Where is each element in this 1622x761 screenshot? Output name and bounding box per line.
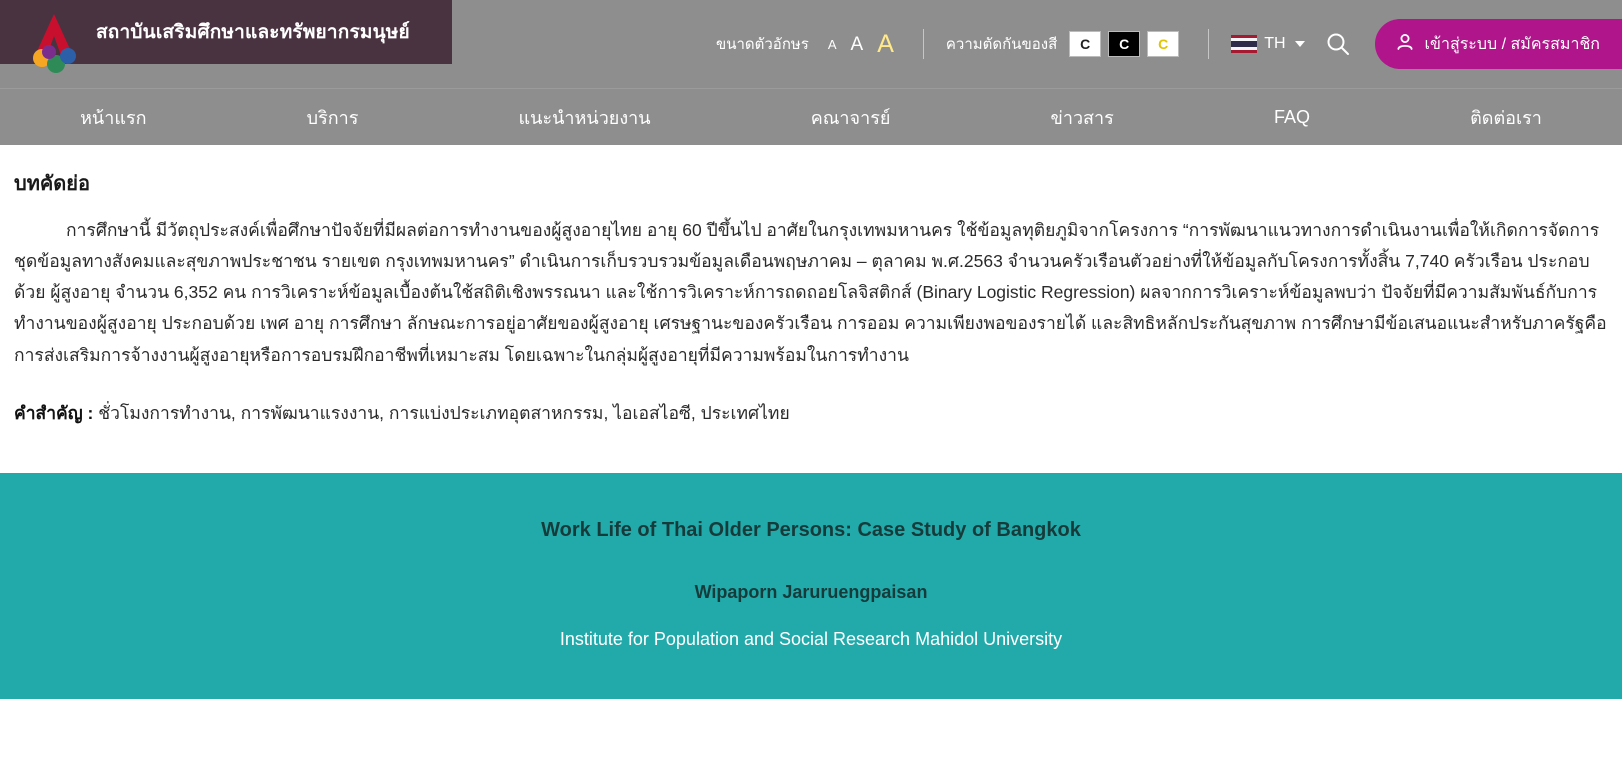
contrast-black-button[interactable]: C	[1108, 31, 1140, 57]
user-icon	[1395, 32, 1415, 57]
keywords-line	[14, 399, 1608, 427]
header-tools	[716, 0, 1622, 88]
font-size-large-button[interactable]: A	[877, 29, 894, 58]
language-selector[interactable]	[1231, 35, 1304, 53]
chevron-down-icon	[1295, 41, 1305, 47]
thailand-flag-icon	[1231, 35, 1257, 53]
contrast-yellow-button[interactable]: C	[1147, 31, 1179, 57]
brand-title: สถาบันเสริมศึกษาและทรัพยากรมนุษย์	[96, 22, 410, 43]
nav-item-services[interactable]: บริการ	[306, 107, 359, 128]
keywords-value: ชั่วโมงการทำงาน, การพัฒนาแรงงาน, การแบ่งประเภทอุตสาหกรรม, ไอเอสไอซี, ประเทศไทย	[98, 402, 790, 423]
main-content	[0, 145, 1622, 427]
paper-title: Work Life of Thai Older Persons: Case Study of Bangkok	[541, 518, 1081, 541]
font-size-label: ขนาดตัวอักษร	[715, 36, 809, 53]
nav-item-about[interactable]: แนะนำหน่วยงาน	[518, 107, 651, 128]
site-header	[0, 0, 1622, 88]
paper-affiliation: Institute for Population and Social Research Mahidol University	[559, 628, 1063, 649]
login-register-label: เข้าสู่ระบบ / สมัครสมาชิก	[1424, 35, 1600, 53]
abstract-heading: บทคัดย่อ	[14, 173, 90, 195]
paper-author: Wipaporn Jaruruengpaisan	[694, 581, 928, 602]
nav-item-faq[interactable]: FAQ	[1273, 106, 1310, 127]
paper-summary-panel	[0, 473, 1622, 699]
divider	[923, 29, 924, 59]
contrast-default-button[interactable]: C	[1069, 31, 1101, 57]
font-size-control	[715, 29, 901, 58]
contrast-control	[946, 31, 1186, 57]
language-value: TH	[1264, 35, 1286, 52]
font-size-medium-button[interactable]: A	[850, 33, 864, 55]
contrast-label: ความตัดกันของสี	[945, 36, 1058, 53]
login-register-button[interactable]	[1375, 19, 1622, 69]
nav-item-contact[interactable]: ติดต่อเรา	[1470, 107, 1542, 128]
main-navigation	[0, 88, 1622, 145]
keywords-label: คำสำคัญ :	[14, 402, 94, 423]
abstract-paragraph	[14, 215, 1608, 371]
nav-item-home[interactable]: หน้าแรก	[80, 107, 147, 128]
nav-item-news[interactable]: ข่าวสาร	[1050, 107, 1114, 128]
divider	[1208, 29, 1209, 59]
nav-item-faculty[interactable]: คณาจารย์	[810, 107, 891, 128]
font-size-small-button[interactable]: A	[827, 36, 837, 52]
search-icon[interactable]	[1325, 31, 1351, 57]
abstract-text: การศึกษานี้ มีวัตถุประสงค์เพื่อศึกษาปัจจัยที่มีผลต่อการทำงานของผู้สูงอายุไทย อายุ 60 ปีขึ้นไป อาศัยในกรุงเทพมหานคร ใช้ข้อมูลทุติยภูมิจากโครงการ “การพัฒนาแนวทางการดำเนินงานเพื่อให้เกิดการจัดการชุดข้อมูลทางสังคมและสุขภาพประชาชน รายเขต กรุงเทพมหานคร” ดำเนินการเก็บรวบรวมข้อมูลเดือนพฤษภาคม – ตุลาคม พ.ศ.2563 จำนวนครัวเรือนตัวอย่างที่ให้ข้อมูลกับโครงการทั้งสิ้น 7,740 ครัวเรือน ประกอบด้วย ผู้สูงอายุ จำนวน 6,352 คน การวิเคราะห์ข้อมูลเบื้องต้นใช้สถิติเชิงพรรณนา และใช้การวิเคราะห์การถดถอยโลจิสติกส์ (Binary Logistic Regression) ผลจากการวิเคราะห์ข้อมูลพบว่า ปัจจัยที่มีความสัมพันธ์กับการทำงานของผู้สูงอายุ ประกอบด้วย เพศ อายุ การศึกษา ลักษณะการอยู่อาศัยของผู้สูงอายุ เศรษฐานะของครัวเรือน การออม ความเพียงพอของรายได้ และสิทธิหลักประกันสุขภาพ การศึกษามีข้อเสนอแนะสำหรับภาครัฐคือการส่งเสริมการจ้างงานผู้สูงอายุหรือการอบรมฝึกอาชีพที่เหมาะสม โดยเฉพาะในกลุ่มผู้สูงอายุที่มีความพร้อมในการทำงาน	[14, 220, 1607, 365]
institute-logo-icon[interactable]	[18, 8, 88, 78]
